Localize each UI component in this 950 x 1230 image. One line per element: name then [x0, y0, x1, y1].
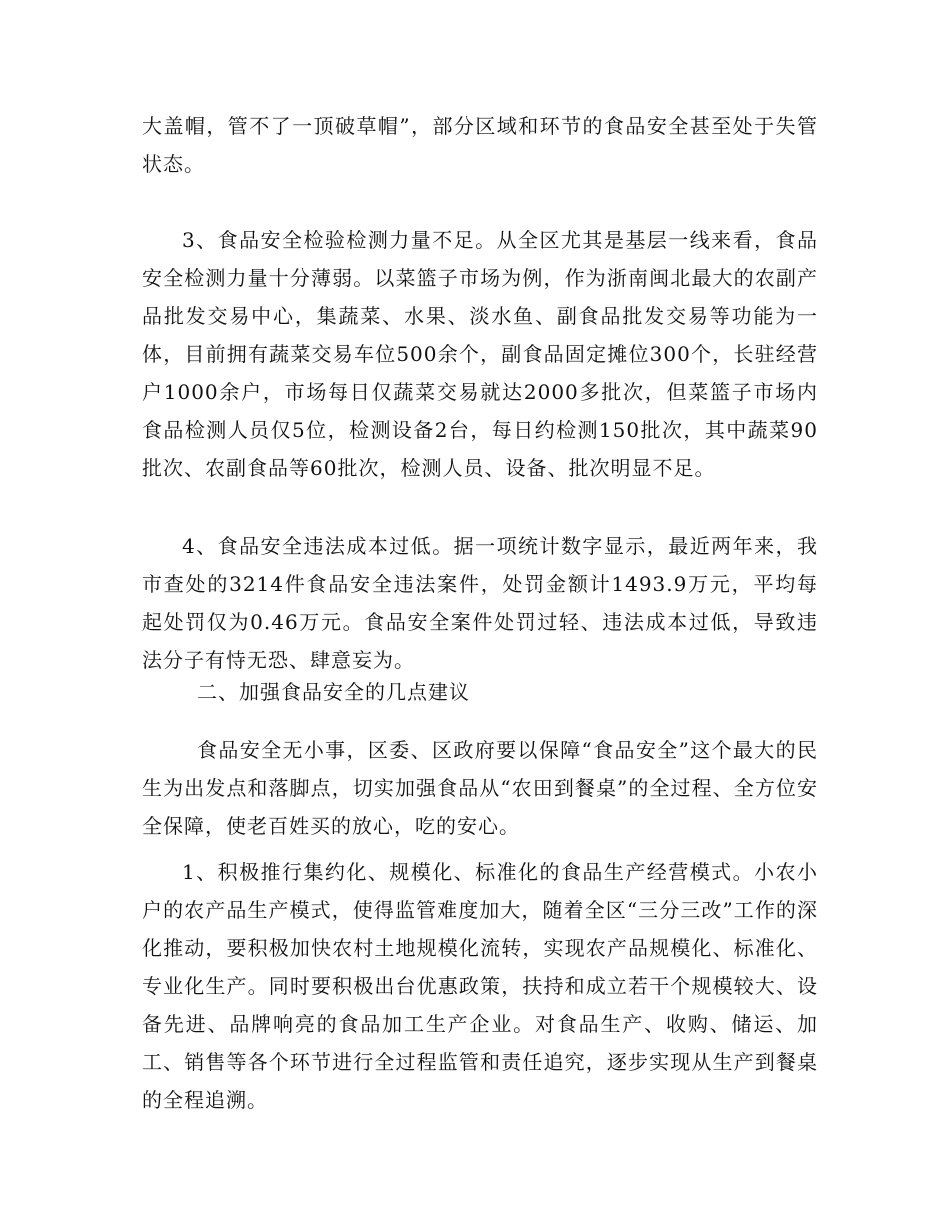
paragraph-production-model: 1、积极推行集约化、规模化、标准化的食品生产经营模式。小农小户的农产品生产模式，使得监管难度加大，随着全区“三分三改”工作的深化推动，要积极加快农村土地规模化流转，实现农产品规模化、标准化、专业化生产。同时要积极出台优惠政策，扶持和成立若干个规模较大、设备先进、品牌响亮的食品加工生产企业。对食品生产、收购、储运、加工、销售等各个环节进行全过程监管和责任追究，逐步实现从生产到餐桌的全程追溯。	[142, 860, 818, 1112]
paragraph-violation-cost: 4、食品安全违法成本过低。据一项统计数字显示，最近两年来，我市查处的3214件食品安全违法案件，处罚金额计1493.9万元，平均每起处罚仅为0.46万元。食品安全案件处罚过轻、违法成本过低，导致违法分子有恃无恐、肆意妄为。	[142, 534, 818, 672]
paragraph-food-safety-oversight: 大盖帽，管不了一顶破草帽”，部分区域和环节的食品安全甚至处于失管状态。	[142, 114, 818, 176]
paragraph-testing-capacity: 3、食品安全检验检测力量不足。从全区尤其是基层一线来看，食品安全检测力量十分薄弱。以菜篮子市场为例，作为浙南闽北最大的农副产品批发交易中心，集蔬菜、水果、淡水鱼、副食品批发交易等功能为一体，目前拥有蔬菜交易车位500余个，副食品固定摊位300个，长驻经营户1000余户，市场每日仅蔬菜交易就达2000多批次，但菜篮子市场内食品检测人员仅5位，检测设备2台，每日约检测150批次，其中蔬菜90批次、农副食品等60批次，检测人员、设备、批次明显不足。	[142, 228, 818, 480]
section-heading-suggestions: 二、加强食品安全的几点建议	[197, 680, 470, 704]
paragraph-suggestions-intro: 食品安全无小事，区委、区政府要以保障“食品安全”这个最大的民生为出发点和落脚点，切实加强食品从“农田到餐桌”的全过程、全方位安全保障，使老百姓买的放心，吃的安心。	[142, 738, 818, 838]
